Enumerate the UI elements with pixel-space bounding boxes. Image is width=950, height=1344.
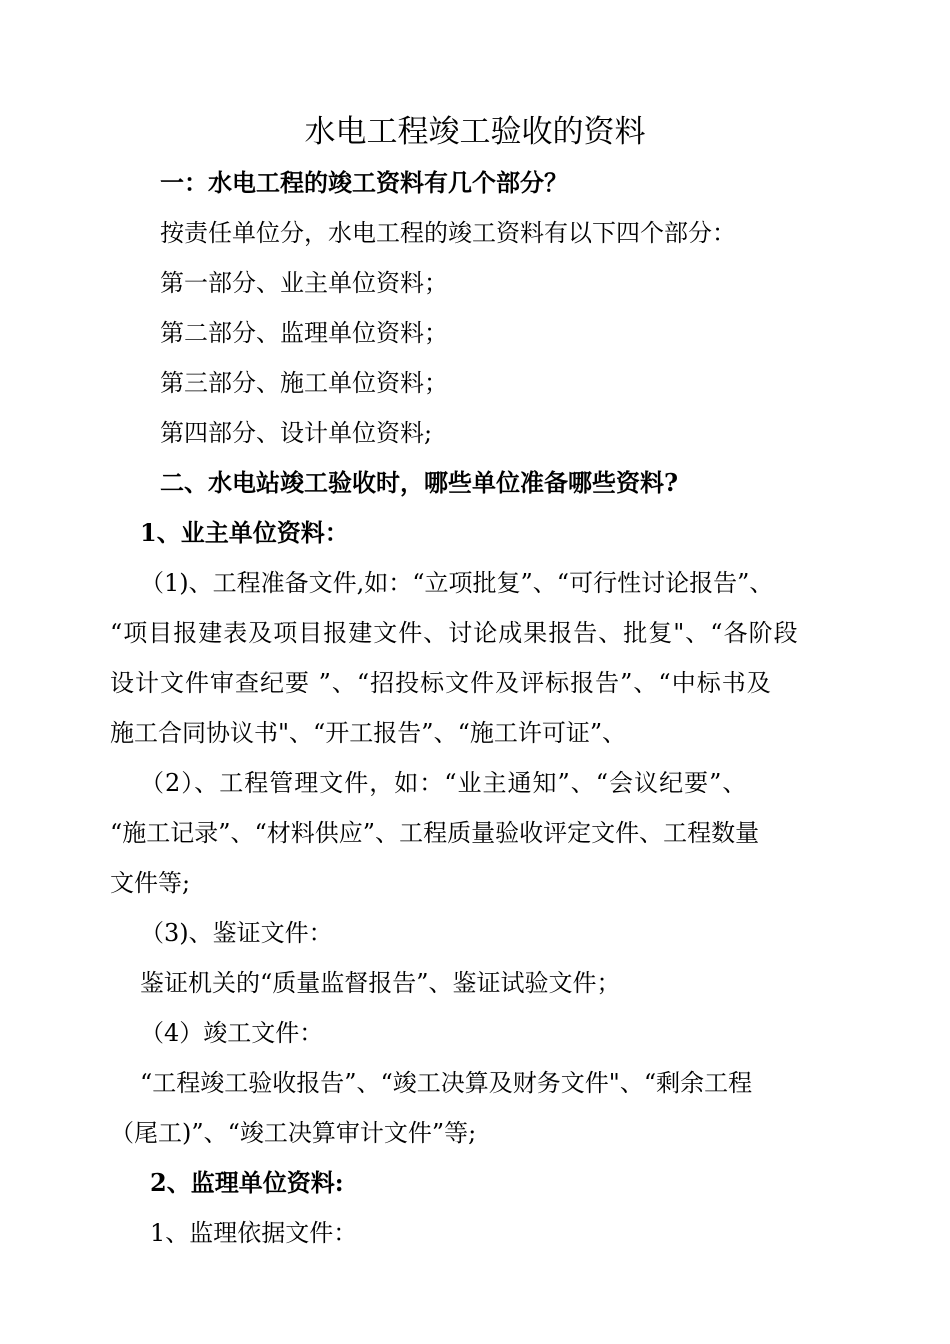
- subsection-heading: 2、监理单位资料:: [150, 1168, 344, 1197]
- paragraph-line: （尾工)”、“竣工决算审计文件”等;: [110, 1119, 477, 1147]
- paragraph-line: 设计文件审查纪要 ”、“招投标文件及评标报告”、“中标书及: [110, 669, 772, 697]
- paragraph-line: “项目报建表及项目报建文件、讨论成果报告、批复"、“各阶段: [110, 619, 799, 647]
- list-item: 第一部分、业主单位资料；: [160, 269, 448, 297]
- list-item: （3)、鉴证文件：: [140, 919, 333, 947]
- paragraph-line: “施工记录”、“材料供应”、工程质量验收评定文件、工程数量: [110, 819, 760, 847]
- list-item: 第四部分、设计单位资料;: [160, 419, 433, 447]
- document-title: 水电工程竣工验收的资料: [304, 114, 646, 150]
- section-heading-1: 一：水电工程的竣工资料有几个部分？: [160, 168, 568, 197]
- list-item: （4）竣工文件：: [140, 1019, 324, 1047]
- paragraph-line: 施工合同协议书"、“开工报告”、“施工许可证”、: [110, 719, 627, 747]
- list-item: 第三部分、施工单位资料；: [160, 369, 448, 397]
- paragraph-line: （2）、工程管理文件，如：“业主通知”、“会议纪要”、: [140, 769, 748, 797]
- paragraph-line: （1)、工程准备文件,如：“立项批复”、“可行性讨论报告”、: [140, 569, 774, 597]
- section-heading-2: 二、水电站竣工验收时，哪些单位准备哪些资料?: [160, 468, 679, 497]
- paragraph: 按责任单位分，水电工程的竣工资料有以下四个部分：: [160, 219, 736, 247]
- list-item: 第二部分、监理单位资料；: [160, 319, 448, 347]
- paragraph-line: 文件等;: [110, 869, 191, 897]
- paragraph-line: “工程竣工验收报告”、“竣工决算及财务文件"、“剩余工程: [140, 1069, 753, 1097]
- list-item: 1、监理依据文件：: [150, 1219, 358, 1247]
- subsection-heading: 1、业主单位资料：: [140, 518, 349, 547]
- paragraph-line: 鉴证机关的“质量监督报告”、鉴证试验文件；: [140, 969, 621, 997]
